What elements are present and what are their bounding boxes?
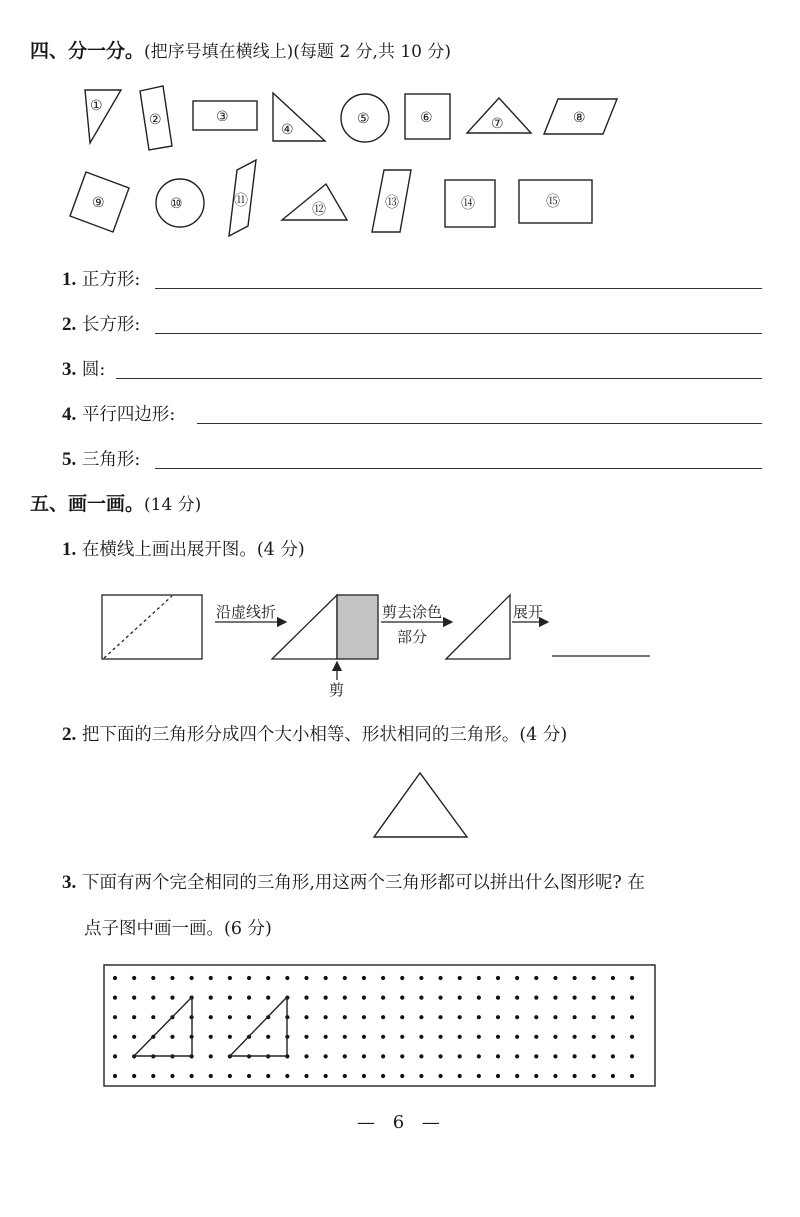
section-4-note: (把序号填在横线上)(每题 2 分,共 10 分): [144, 42, 452, 62]
grid-dot[interactable]: [362, 1035, 366, 1039]
paper-rectangle: [102, 595, 202, 659]
grid-dot[interactable]: [113, 1074, 117, 1078]
grid-dot[interactable]: [592, 1074, 596, 1078]
grid-dot[interactable]: [534, 1015, 538, 1019]
shape-label-2: ②: [149, 112, 162, 128]
grid-dot[interactable]: [611, 1054, 615, 1058]
grid-dot[interactable]: [534, 996, 538, 1000]
grid-dot[interactable]: [477, 1015, 481, 1019]
grid-dot[interactable]: [304, 1015, 308, 1019]
grid-dot[interactable]: [400, 996, 404, 1000]
grid-dot[interactable]: [228, 1015, 232, 1019]
grid-dot[interactable]: [151, 1015, 155, 1019]
grid-dot[interactable]: [324, 1054, 328, 1058]
grid-dot[interactable]: [304, 996, 308, 1000]
grid-dot[interactable]: [209, 976, 213, 980]
grid-dot[interactable]: [611, 1035, 615, 1039]
grid-dot[interactable]: [113, 1054, 117, 1058]
grid-dot[interactable]: [362, 1015, 366, 1019]
unfold-step-label: 展开: [513, 603, 544, 621]
shape-label-8: ⑧: [573, 110, 586, 126]
grid-dot[interactable]: [477, 996, 481, 1000]
dot-grid[interactable]: [113, 976, 634, 1078]
grid-dot[interactable]: [438, 996, 442, 1000]
grid-dot[interactable]: [496, 1054, 500, 1058]
grid-dot[interactable]: [132, 1015, 136, 1019]
question-circle: 3. 圆:: [62, 359, 106, 380]
grid-dot[interactable]: [285, 1074, 289, 1078]
cut-label: 剪: [329, 681, 345, 699]
cut-step-label-1: 剪去涂色: [382, 603, 443, 621]
grid-dot[interactable]: [611, 1015, 615, 1019]
grid-dot[interactable]: [573, 996, 577, 1000]
grid-dot[interactable]: [515, 1074, 519, 1078]
given-triangle-2: [230, 997, 287, 1056]
grid-dot[interactable]: [592, 1015, 596, 1019]
grid-dot[interactable]: [343, 1054, 347, 1058]
grid-dot[interactable]: [630, 976, 634, 980]
fold-dashed-line: [104, 596, 172, 658]
grid-dot[interactable]: [419, 1035, 423, 1039]
grid-dot[interactable]: [419, 976, 423, 980]
grid-dot[interactable]: [400, 976, 404, 980]
fold-step-label: 沿虚线折: [216, 603, 277, 621]
grid-dot[interactable]: [419, 996, 423, 1000]
grid-dot[interactable]: [266, 1035, 270, 1039]
grid-dot[interactable]: [381, 1074, 385, 1078]
grid-dot[interactable]: [419, 1074, 423, 1078]
section-5-heading: [30, 489, 201, 516]
grid-dot[interactable]: [496, 1074, 500, 1078]
grid-dot[interactable]: [419, 1015, 423, 1019]
grid-dot[interactable]: [534, 976, 538, 980]
grid-dot[interactable]: [132, 996, 136, 1000]
dot-grid-figure: [0, 955, 800, 1095]
grid-dot[interactable]: [515, 996, 519, 1000]
grid-dot[interactable]: [343, 1035, 347, 1039]
grid-dot[interactable]: [170, 996, 174, 1000]
grid-dot[interactable]: [400, 1054, 404, 1058]
grid-dot[interactable]: [381, 976, 385, 980]
grid-dot[interactable]: [113, 1035, 117, 1039]
grid-dot[interactable]: [132, 1074, 136, 1078]
grid-dot[interactable]: [534, 1074, 538, 1078]
grid-dot[interactable]: [247, 1074, 251, 1078]
grid-dot[interactable]: [381, 1015, 385, 1019]
cut-step-label-2: 部分: [397, 628, 428, 646]
grid-dot[interactable]: [515, 976, 519, 980]
grid-dot[interactable]: [381, 1054, 385, 1058]
shape-label-14: ⑭: [461, 196, 475, 212]
shape-label-7: ⑦: [491, 116, 504, 132]
grid-dot[interactable]: [438, 1074, 442, 1078]
folded-triangle: [272, 595, 337, 659]
grid-dot[interactable]: [611, 1074, 615, 1078]
grid-dot[interactable]: [247, 976, 251, 980]
grid-dot[interactable]: [324, 976, 328, 980]
grid-dot[interactable]: [170, 1074, 174, 1078]
grid-dot[interactable]: [343, 976, 347, 980]
grid-dot[interactable]: [266, 976, 270, 980]
given-triangle-1: [134, 997, 192, 1056]
grid-dot[interactable]: [362, 996, 366, 1000]
grid-dot[interactable]: [458, 1035, 462, 1039]
grid-dot[interactable]: [630, 1054, 634, 1058]
shape-label-3: ③: [216, 109, 229, 125]
grid-dot[interactable]: [458, 1074, 462, 1078]
grid-dot[interactable]: [228, 1035, 232, 1039]
question-5-1: 1. 在横线上画出展开图。(4 分): [62, 539, 305, 560]
grid-dot[interactable]: [324, 1035, 328, 1039]
section-5-title: 五、画一画。: [30, 493, 145, 515]
shape-label-12: ⑫: [312, 202, 326, 218]
grid-dot[interactable]: [151, 976, 155, 980]
triangle-figure: [0, 760, 800, 850]
shapes-figure: [0, 0, 800, 250]
grid-dot[interactable]: [573, 1054, 577, 1058]
grid-dot[interactable]: [324, 1015, 328, 1019]
grid-dot[interactable]: [400, 1035, 404, 1039]
grid-dot[interactable]: [362, 1054, 366, 1058]
grid-dot[interactable]: [381, 996, 385, 1000]
grid-dot[interactable]: [438, 1015, 442, 1019]
grid-dot[interactable]: [247, 996, 251, 1000]
grid-dot[interactable]: [534, 1054, 538, 1058]
grid-dot[interactable]: [592, 976, 596, 980]
grid-dot[interactable]: [438, 976, 442, 980]
grid-dot[interactable]: [553, 996, 557, 1000]
grid-dot[interactable]: [209, 996, 213, 1000]
cut-triangle: [446, 595, 510, 659]
grid-dot[interactable]: [209, 1054, 213, 1058]
grid-dot[interactable]: [438, 1054, 442, 1058]
grid-dot[interactable]: [247, 1015, 251, 1019]
question-triangle: 5. 三角形:: [62, 449, 141, 470]
grid-dot[interactable]: [151, 1074, 155, 1078]
grid-dot[interactable]: [553, 1035, 557, 1039]
grid-dot[interactable]: [592, 996, 596, 1000]
grid-dot[interactable]: [400, 1074, 404, 1078]
grid-dot[interactable]: [304, 1074, 308, 1078]
shape-label-11: ⑪: [234, 193, 248, 209]
grid-dot[interactable]: [170, 1035, 174, 1039]
grid-dot[interactable]: [304, 976, 308, 980]
grid-dot[interactable]: [190, 976, 194, 980]
grid-dot[interactable]: [266, 996, 270, 1000]
grid-dot[interactable]: [630, 1035, 634, 1039]
grid-dot[interactable]: [113, 976, 117, 980]
grid-dot[interactable]: [266, 1074, 270, 1078]
grid-dot[interactable]: [113, 996, 117, 1000]
grid-dot[interactable]: [573, 1074, 577, 1078]
grid-dot[interactable]: [362, 976, 366, 980]
grid-dot[interactable]: [304, 1054, 308, 1058]
grid-dot[interactable]: [592, 1035, 596, 1039]
grid-dot[interactable]: [477, 1074, 481, 1078]
grid-dot[interactable]: [515, 1015, 519, 1019]
grid-dot[interactable]: [630, 1015, 634, 1019]
answer-line-square[interactable]: [155, 288, 762, 289]
grid-dot[interactable]: [209, 1015, 213, 1019]
question-5-3-line1: 3. 下面有两个完全相同的三角形,用这两个三角形都可以拼出什么图形呢? 在: [62, 872, 645, 893]
shape-label-10: ⑩: [170, 196, 183, 212]
question-5-3-line2: 点子图中画一画。(6 分): [84, 919, 272, 939]
grid-dot[interactable]: [170, 976, 174, 980]
triangle-to-divide[interactable]: [374, 773, 467, 837]
grid-dot[interactable]: [190, 1074, 194, 1078]
shaded-cut-region: [337, 595, 378, 659]
grid-dot[interactable]: [477, 1054, 481, 1058]
grid-dot[interactable]: [228, 1074, 232, 1078]
grid-dot[interactable]: [611, 996, 615, 1000]
grid-dot[interactable]: [228, 976, 232, 980]
grid-dot[interactable]: [324, 1074, 328, 1078]
question-parallelogram: 4. 平行四边形:: [62, 404, 176, 425]
section-4-title: 四、分一分。: [30, 40, 145, 62]
grid-dot[interactable]: [573, 1015, 577, 1019]
grid-dot[interactable]: [458, 1054, 462, 1058]
grid-dot[interactable]: [419, 1054, 423, 1058]
grid-dot[interactable]: [400, 1015, 404, 1019]
grid-dot[interactable]: [496, 976, 500, 980]
grid-dot[interactable]: [553, 976, 557, 980]
grid-dot[interactable]: [343, 1015, 347, 1019]
answer-line-parallelogram[interactable]: [197, 423, 762, 424]
page-number: — 6 —: [357, 1112, 446, 1133]
grid-dot[interactable]: [132, 1035, 136, 1039]
grid-dot[interactable]: [496, 1015, 500, 1019]
grid-dot[interactable]: [343, 1074, 347, 1078]
question-square: 1. 正方形:: [62, 269, 141, 290]
grid-dot[interactable]: [304, 1035, 308, 1039]
grid-dot[interactable]: [496, 996, 500, 1000]
answer-line-triangle[interactable]: [155, 468, 762, 469]
grid-dot[interactable]: [630, 996, 634, 1000]
shape-label-9: ⑨: [92, 195, 105, 211]
shape-label-13: ⑬: [385, 195, 399, 211]
answer-line-rectangle[interactable]: [155, 333, 762, 334]
answer-line-circle[interactable]: [116, 378, 762, 379]
shape-label-15: ⑮: [546, 194, 560, 210]
grid-dot[interactable]: [630, 1074, 634, 1078]
shape-label-6: ⑥: [420, 110, 433, 126]
grid-dot[interactable]: [611, 976, 615, 980]
grid-dot[interactable]: [592, 1054, 596, 1058]
grid-dot[interactable]: [113, 1015, 117, 1019]
grid-dot[interactable]: [285, 976, 289, 980]
grid-dot[interactable]: [458, 996, 462, 1000]
grid-dot[interactable]: [477, 1035, 481, 1039]
grid-dot[interactable]: [228, 996, 232, 1000]
grid-dot[interactable]: [458, 1015, 462, 1019]
grid-dot[interactable]: [534, 1035, 538, 1039]
shape-label-1: ①: [90, 98, 103, 114]
grid-dot[interactable]: [132, 976, 136, 980]
fold-diagram: [0, 580, 800, 700]
question-rectangle: 2. 长方形:: [62, 314, 141, 335]
section-5-note: (14 分): [144, 495, 202, 515]
grid-dot[interactable]: [553, 1054, 557, 1058]
grid-dot[interactable]: [438, 1035, 442, 1039]
grid-dot[interactable]: [324, 996, 328, 1000]
grid-dot[interactable]: [362, 1074, 366, 1078]
question-5-2: 2. 把下面的三角形分成四个大小相等、形状相同的三角形。(4 分): [62, 724, 568, 745]
grid-dot[interactable]: [209, 1074, 213, 1078]
grid-dot[interactable]: [553, 1015, 557, 1019]
grid-dot[interactable]: [573, 976, 577, 980]
grid-dot[interactable]: [573, 1035, 577, 1039]
shape-label-5: ⑤: [357, 111, 370, 127]
grid-dot[interactable]: [553, 1074, 557, 1078]
grid-dot[interactable]: [381, 1035, 385, 1039]
grid-dot[interactable]: [458, 976, 462, 980]
grid-dot[interactable]: [515, 1054, 519, 1058]
grid-dot[interactable]: [515, 1035, 519, 1039]
grid-dot[interactable]: [209, 1035, 213, 1039]
grid-dot[interactable]: [343, 996, 347, 1000]
grid-dot[interactable]: [477, 976, 481, 980]
grid-dot[interactable]: [151, 996, 155, 1000]
dot-grid-frame: [104, 965, 655, 1086]
grid-dot[interactable]: [496, 1035, 500, 1039]
shape-label-4: ④: [281, 122, 294, 138]
